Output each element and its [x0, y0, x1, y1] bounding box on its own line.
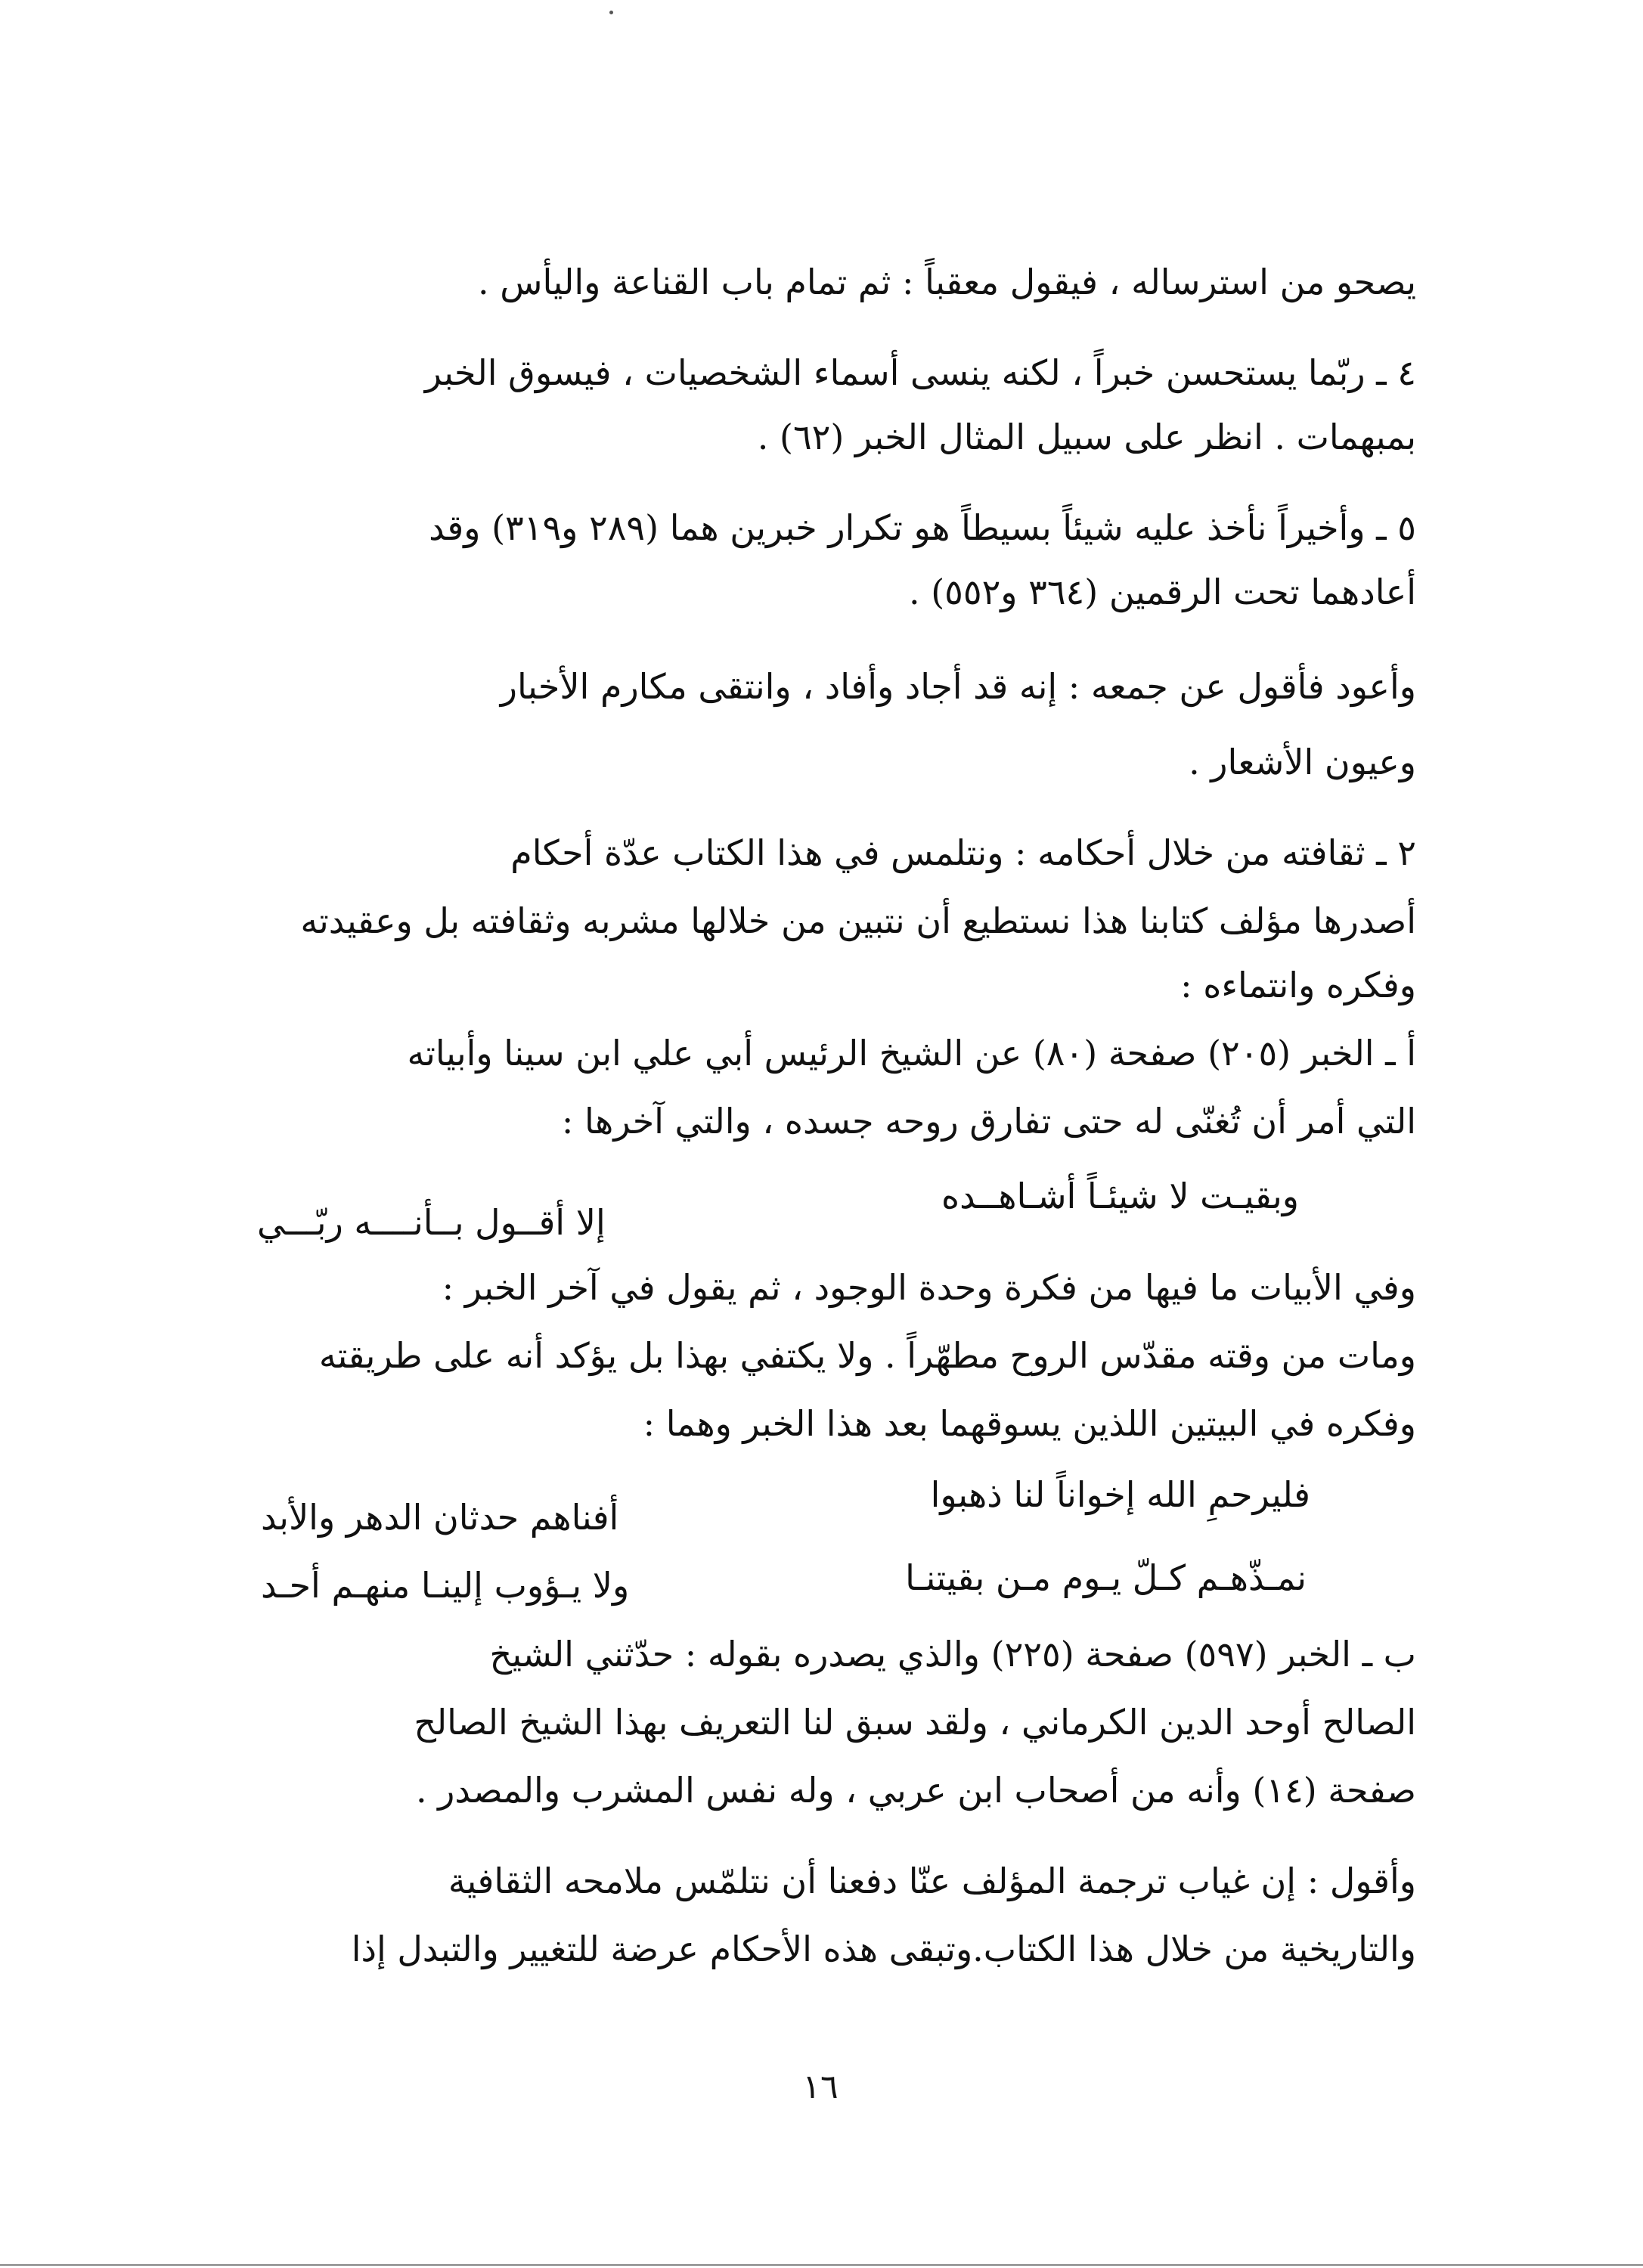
text-line: ومات من وقته مقدّس الروح مطهّراً . ولا يكتفي بهذا بل يؤكد أنه على طريقته — [318, 1335, 1416, 1376]
text-line: ٢ ـ ثقافته من خلال أحكامه : ونتلمس في هذا الكتاب عدّة أحكام — [510, 832, 1416, 873]
text-line: ٥ ـ وأخيراً نأخذ عليه شيئاً بسيطاً هو تكرار خبرين هما (٢٨٩ و٣١٩) وقد — [429, 507, 1416, 548]
text-line: أعادهما تحت الرقمين (٣٦٤ و٥٥٢) . — [908, 572, 1416, 612]
text-line: وأعود فأقول عن جمعه : إنه قد أجاد وأفاد ، وانتقى مكارم الأخبار — [500, 666, 1416, 707]
text-line: الصالح أوحد الدين الكرماني ، ولقد سبق لنا التعريف بهذا الشيخ الصالح — [414, 1702, 1416, 1743]
text-line: وفي الأبيات ما فيها من فكرة وحدة الوجود ، ثم يقول في آخر الخبر : — [442, 1267, 1416, 1308]
text-line: وفكره وانتماءه : — [1180, 965, 1416, 1005]
text-line: التي أمر أن تُغنّى له حتى تفارق روحه جسده ، والتي آخرها : — [561, 1101, 1416, 1142]
verse-first-hemistich: وبقيـت لا شيئـاً أشـاهــده — [941, 1176, 1299, 1216]
verse-second-hemistich: أفناهم حدثان الدهر والأبد — [261, 1497, 619, 1538]
scan-speck — [609, 11, 613, 14]
text-line: والتاريخية من خلال هذا الكتاب.وتبقى هذه الأحكام عرضة للتغيير والتبدل إذا — [351, 1929, 1416, 1969]
text-line: وعيون الأشعار . — [1189, 742, 1416, 782]
text-line: وفكره في البيتين اللذين يسوقهما بعد هذا الخبر وهما : — [643, 1403, 1416, 1444]
verse-second-hemistich: ولا يـؤوب إلينـا منهـم أحـد — [261, 1565, 630, 1606]
text-line: بمبهمات . انظر على سبيل المثال الخبر (٦٢) . — [757, 417, 1416, 457]
text-line: أصدرها مؤلف كتابنا هذا نستطيع أن نتبين من خلالها مشربه وثقافته بل وعقيدته — [300, 900, 1416, 941]
text-line: صفحة (١٤) وأنه من أصحاب ابن عربي ، وله نفس المشرب والمصدر . — [415, 1770, 1416, 1811]
verse-first-hemistich: فليرحمِ الله إخواناً لنا ذهبوا — [930, 1474, 1310, 1515]
verse-second-hemistich: إلا أقــول بــأنــــه ربّـــي — [257, 1202, 606, 1243]
page-number: ١٦ — [802, 2068, 839, 2106]
scan-edge — [0, 2264, 1643, 2266]
text-line: ٤ ـ ربّما يستحسن خبراً ، لكنه ينسى أسماء الشخصيات ، فيسوق الخبر — [424, 352, 1416, 393]
text-line: أ ـ الخبر (٢٠٥) صفحة (٨٠) عن الشيخ الرئيس أبي علي ابن سينا وأبياته — [407, 1033, 1416, 1074]
text-line: ب ـ الخبر (٥٩٧) صفحة (٢٢٥) والذي يصدره بقوله : حدّثني الشيخ — [489, 1634, 1416, 1675]
verse-first-hemistich: نمـذّهـم كـلّ يـوم مـن بقيتنـا — [905, 1557, 1307, 1598]
text-line: يصحو من استرساله ، فيقول معقباً : ثم تمام باب القناعة واليأس . — [478, 262, 1416, 302]
text-line: وأقول : إن غياب ترجمة المؤلف عنّا دفعنا أن نتلمّس ملامحه الثقافية — [448, 1861, 1416, 1901]
